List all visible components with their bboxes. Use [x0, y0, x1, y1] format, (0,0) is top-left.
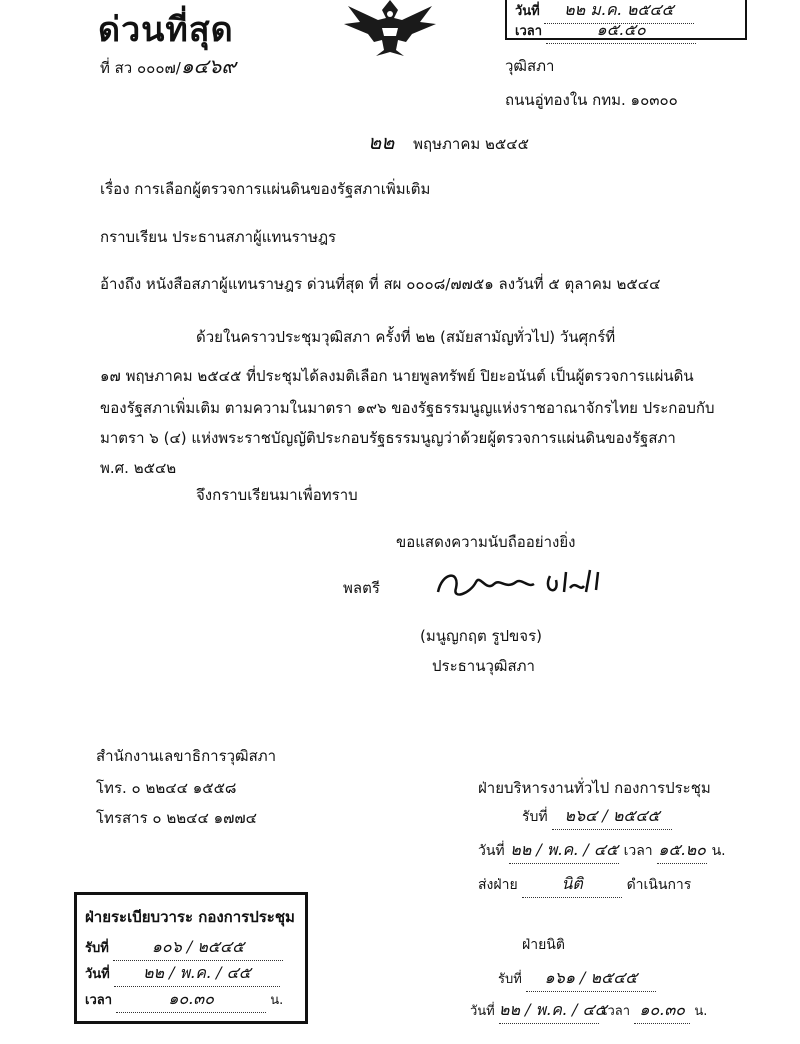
- reference-line: อ้างถึง หนังสือสภาผู้แทนราษฎร ด่วนที่สุด ที่ สผ ๐๐๐๘/๗๗๕๑ ลงวันที่ ๕ ตุลาคม ๒๕๔๔: [100, 275, 661, 293]
- body-line: ของรัฐสภาเพิ่มเติม ตามความในมาตรา ๑๙๖ ของรัฐธรรมนูญแห่งราชอาณาจักรไทย ประกอบกับ: [100, 399, 715, 417]
- reference-number-handwritten: ๑๔๖๙: [180, 54, 236, 78]
- receiving-stamp-time-unit: น.: [711, 843, 726, 859]
- legal-stamp: [470, 930, 720, 1030]
- office-fax: โทรสาร ๐ ๒๒๔๔ ๑๗๗๔: [96, 809, 258, 827]
- registry-stamp-date-row: [85, 961, 280, 987]
- top-stamp-time-row: [515, 18, 696, 44]
- addressee-line: กราบเรียน ประธานสภาผู้แทนราษฎร: [100, 228, 337, 246]
- signatory-rank: พลตรี: [343, 579, 380, 597]
- receiving-stamp-date-label: วันที่: [478, 843, 505, 859]
- body-line: ๑๗ พฤษภาคม ๒๕๔๕ ที่ประชุมได้ลงมติเลือก นายพูลทรัพย์ ปิยะอนันต์ เป็นผู้ตรวจการแผ่นดิน: [100, 367, 694, 385]
- letter-date-month-year: พฤษภาคม ๒๕๔๕: [413, 135, 529, 153]
- registry-stamp: [74, 892, 308, 1024]
- top-stamp-date-value: ๒๒ ม.ค. ๒๕๔๕: [544, 0, 694, 24]
- legal-stamp-number-label: รับที่: [498, 972, 522, 987]
- legal-stamp-number-row: [498, 966, 656, 992]
- letter-date-day: ๒๒: [368, 130, 395, 154]
- receiving-stamp-title: ฝ่ายบริหารงานทั่วไป กองการประชุม: [478, 779, 711, 797]
- top-stamp-time-label: เวลา: [515, 24, 543, 39]
- receiving-stamp-forward-row: [478, 872, 691, 898]
- reference-number: [100, 56, 236, 78]
- reference-number-printed: ที่ สว ๐๐๐๗/: [100, 59, 181, 77]
- registry-stamp-time-unit: น.: [270, 993, 284, 1008]
- receiving-stamp-number-value: ๒๖๔ / ๒๕๔๕: [552, 804, 672, 830]
- registry-stamp-time-row: [85, 987, 283, 1013]
- legal-stamp-number-value: ๑๖๑ / ๒๕๔๕: [526, 966, 656, 992]
- legal-stamp-time-label: เวลา: [603, 1004, 631, 1019]
- receiving-stamp-time-label: เวลา: [623, 843, 653, 859]
- registry-stamp-time-label: เวลา: [85, 993, 113, 1008]
- registry-stamp-title: ฝ่ายระเบียบวาระ กองการประชุม: [85, 908, 295, 926]
- top-stamp-time-value: ๑๕.๕๐: [546, 18, 696, 44]
- receiving-stamp-forward-label: ส่งฝ่าย: [478, 877, 518, 893]
- legal-stamp-time-value: ๑๐.๓๐: [634, 998, 690, 1024]
- receiving-stamp: [478, 772, 748, 902]
- registry-stamp-time-value: ๑๐.๓๐: [116, 987, 266, 1013]
- body-line: พ.ศ. ๒๕๔๒: [100, 459, 177, 477]
- body-line: ด้วยในคราวประชุมวุฒิสภา ครั้งที่ ๒๒ (สมัยสามัญทั่วไป) วันศุกร์ที่: [196, 328, 616, 346]
- handwritten-signature-icon: [430, 562, 620, 606]
- receiving-stamp-time-value: ๑๕.๒๐: [657, 838, 707, 864]
- legal-stamp-title: ฝ่ายนิติ: [522, 937, 565, 953]
- legal-stamp-datetime-row: [470, 998, 707, 1024]
- office-name: สำนักงานเลขาธิการวุฒิสภา: [96, 747, 277, 765]
- closing-request: จึงกราบเรียนมาเพื่อทราบ: [196, 486, 358, 504]
- legal-stamp-time-unit: น.: [694, 1004, 708, 1019]
- letter-date: [368, 132, 529, 154]
- receiving-stamp-number-label: รับที่: [522, 809, 548, 825]
- top-stamp: [505, 0, 747, 40]
- legal-stamp-date-label: วันที่: [470, 1004, 495, 1019]
- subject-line: เรื่อง การเลือกผู้ตรวจการแผ่นดินของรัฐสภาเพิ่มเติม: [100, 180, 431, 198]
- receiving-stamp-forward-value: นิติ: [522, 872, 622, 898]
- signatory-name: (มนูญกฤต รูปขจร): [420, 627, 542, 645]
- sender-organization: วุฒิสภา: [505, 57, 555, 75]
- body-line: มาตรา ๖ (๔) แห่งพระราชบัญญัติประกอบรัฐธรรมนูญว่าด้วยผู้ตรวจการแผ่นดินของรัฐสภา: [100, 429, 676, 447]
- urgency-heading: ด่วนที่สุด: [98, 10, 234, 50]
- registry-stamp-number-row: [85, 935, 283, 961]
- registry-stamp-number-value: ๑๐๖ / ๒๕๔๕: [113, 935, 283, 961]
- sender-address: ถนนอู่ทองใน กทม. ๑๐๓๐๐: [505, 91, 678, 109]
- registry-stamp-date-label: วันที่: [85, 967, 110, 982]
- receiving-stamp-datetime-row: [478, 838, 726, 864]
- registry-stamp-date-value: ๒๒ / พ.ค. / ๔๕: [114, 961, 280, 987]
- garuda-emblem-icon: [340, 0, 440, 58]
- salutation: ขอแสดงความนับถืออย่างยิ่ง: [396, 533, 576, 551]
- legal-stamp-date-value: ๒๒ / พ.ค. / ๔๕: [499, 998, 599, 1024]
- receiving-stamp-number-row: [522, 804, 672, 830]
- registry-stamp-number-label: รับที่: [85, 941, 109, 956]
- office-telephone: โทร. ๐ ๒๒๔๔ ๑๕๕๘: [96, 779, 237, 797]
- receiving-stamp-forward-suffix: ดำเนินการ: [626, 877, 692, 893]
- top-stamp-date-label: วันที่: [515, 4, 540, 19]
- signatory-position: ประธานวุฒิสภา: [432, 657, 535, 675]
- receiving-stamp-date-value: ๒๒ / พ.ค. / ๔๕: [509, 838, 619, 864]
